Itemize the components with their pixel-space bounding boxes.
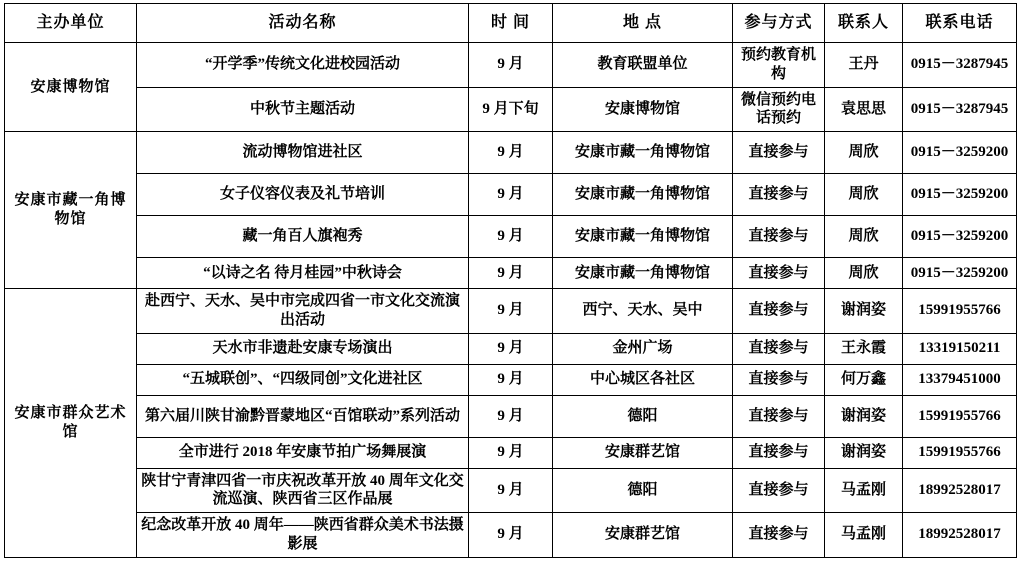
column-header-time: 时 间	[469, 4, 553, 43]
contact-person-cell: 谢润姿	[825, 437, 903, 468]
activity-time-cell: 9 月	[469, 333, 553, 364]
column-header-organizer: 主办单位	[5, 4, 137, 43]
activity-time-cell: 9 月下旬	[469, 87, 553, 132]
contact-person-cell: 何万鑫	[825, 364, 903, 395]
activity-place-cell: 安康博物馆	[553, 87, 733, 132]
activity-name-cell: 藏一角百人旗袍秀	[137, 216, 469, 258]
table-row	[5, 289, 1017, 334]
activity-time-cell: 9 月	[469, 468, 553, 513]
contact-person-cell: 周欣	[825, 174, 903, 216]
contact-phone-cell: 15991955766	[903, 395, 1017, 437]
activity-place-cell: 德阳	[553, 468, 733, 513]
activity-place-cell: 安康群艺馆	[553, 437, 733, 468]
activity-time-cell: 9 月	[469, 132, 553, 174]
join-method-cell: 直接参与	[733, 258, 825, 289]
organizer-cell: 安康市群众艺术馆	[5, 289, 137, 558]
join-method-cell: 微信预约电话预约	[733, 87, 825, 132]
activity-name-cell: “以诗之名 待月桂园”中秋诗会	[137, 258, 469, 289]
contact-phone-cell: 15991955766	[903, 289, 1017, 334]
activity-name-cell: 流动博物馆进社区	[137, 132, 469, 174]
activity-name-cell: 女子仪容仪表及礼节培训	[137, 174, 469, 216]
join-method-cell: 直接参与	[733, 364, 825, 395]
table-row	[5, 87, 1017, 132]
contact-phone-cell: 0915－3259200	[903, 174, 1017, 216]
contact-phone-cell: 18992528017	[903, 513, 1017, 558]
contact-person-cell: 马孟刚	[825, 513, 903, 558]
activity-place-cell: 安康市藏一角博物馆	[553, 258, 733, 289]
join-method-cell: 直接参与	[733, 289, 825, 334]
activity-name-cell: 纪念改革开放 40 周年——陕西省群众美术书法摄影展	[137, 513, 469, 558]
contact-person-cell: 谢润姿	[825, 289, 903, 334]
table-row	[5, 43, 1017, 88]
contact-phone-cell: 18992528017	[903, 468, 1017, 513]
join-method-cell: 直接参与	[733, 437, 825, 468]
activity-name-cell: 赴西宁、天水、吴中市完成四省一市文化交流演出活动	[137, 289, 469, 334]
join-method-cell: 直接参与	[733, 513, 825, 558]
activity-place-cell: 教育联盟单位	[553, 43, 733, 88]
table-row	[5, 513, 1017, 558]
activity-name-cell: “开学季”传统文化进校园活动	[137, 43, 469, 88]
activity-time-cell: 9 月	[469, 437, 553, 468]
column-header-contact-person: 联系人	[825, 4, 903, 43]
contact-person-cell: 周欣	[825, 132, 903, 174]
contact-phone-cell: 0915－3259200	[903, 132, 1017, 174]
table-row	[5, 132, 1017, 174]
contact-phone-cell: 15991955766	[903, 437, 1017, 468]
table-row	[5, 437, 1017, 468]
table-row	[5, 468, 1017, 513]
contact-person-cell: 王永霞	[825, 333, 903, 364]
activity-place-cell: 西宁、天水、吴中	[553, 289, 733, 334]
column-header-activity-name: 活动名称	[137, 4, 469, 43]
table-body	[5, 43, 1017, 558]
column-header-contact-phone: 联系电话	[903, 4, 1017, 43]
activity-name-cell: 第六届川陕甘渝黔晋蒙地区“百馆联动”系列活动	[137, 395, 469, 437]
document-sheet	[4, 3, 1016, 558]
contact-person-cell: 王丹	[825, 43, 903, 88]
activity-place-cell: 安康市藏一角博物馆	[553, 216, 733, 258]
join-method-cell: 直接参与	[733, 216, 825, 258]
activity-name-cell: 陕甘宁青津四省一市庆祝改革开放 40 周年文化交流巡演、陕西省三区作品展	[137, 468, 469, 513]
table-row	[5, 364, 1017, 395]
activity-place-cell: 安康群艺馆	[553, 513, 733, 558]
contact-person-cell: 谢润姿	[825, 395, 903, 437]
table-header-row	[5, 4, 1017, 43]
activity-time-cell: 9 月	[469, 364, 553, 395]
table-row	[5, 395, 1017, 437]
activity-place-cell: 安康市藏一角博物馆	[553, 174, 733, 216]
activity-time-cell: 9 月	[469, 395, 553, 437]
activity-name-cell: 全市进行 2018 年安康节拍广场舞展演	[137, 437, 469, 468]
activity-name-cell: 中秋节主题活动	[137, 87, 469, 132]
column-header-join-method: 参与方式	[733, 4, 825, 43]
activity-time-cell: 9 月	[469, 289, 553, 334]
contact-phone-cell: 0915－3259200	[903, 258, 1017, 289]
table-row	[5, 174, 1017, 216]
contact-person-cell: 袁思思	[825, 87, 903, 132]
activity-name-cell: 天水市非遗赴安康专场演出	[137, 333, 469, 364]
activity-time-cell: 9 月	[469, 43, 553, 88]
activity-time-cell: 9 月	[469, 513, 553, 558]
contact-phone-cell: 13379451000	[903, 364, 1017, 395]
contact-phone-cell: 0915－3259200	[903, 216, 1017, 258]
join-method-cell: 直接参与	[733, 174, 825, 216]
table-header	[5, 4, 1017, 43]
table-row	[5, 258, 1017, 289]
contact-phone-cell: 13319150211	[903, 333, 1017, 364]
organizer-cell: 安康博物馆	[5, 43, 137, 132]
activity-place-cell: 金州广场	[553, 333, 733, 364]
activity-place-cell: 安康市藏一角博物馆	[553, 132, 733, 174]
join-method-cell: 预约教育机构	[733, 43, 825, 88]
activity-time-cell: 9 月	[469, 258, 553, 289]
table-row	[5, 333, 1017, 364]
activity-place-cell: 德阳	[553, 395, 733, 437]
table-row	[5, 216, 1017, 258]
organizer-cell: 安康市藏一角博物馆	[5, 132, 137, 289]
join-method-cell: 直接参与	[733, 468, 825, 513]
activity-time-cell: 9 月	[469, 216, 553, 258]
contact-person-cell: 周欣	[825, 216, 903, 258]
activity-place-cell: 中心城区各社区	[553, 364, 733, 395]
contact-person-cell: 周欣	[825, 258, 903, 289]
join-method-cell: 直接参与	[733, 395, 825, 437]
contact-person-cell: 马孟刚	[825, 468, 903, 513]
join-method-cell: 直接参与	[733, 333, 825, 364]
column-header-place: 地 点	[553, 4, 733, 43]
contact-phone-cell: 0915－3287945	[903, 87, 1017, 132]
join-method-cell: 直接参与	[733, 132, 825, 174]
activity-name-cell: “五城联创”、“四级同创”文化进社区	[137, 364, 469, 395]
contact-phone-cell: 0915－3287945	[903, 43, 1017, 88]
activity-schedule-table	[4, 3, 1017, 558]
activity-time-cell: 9 月	[469, 174, 553, 216]
